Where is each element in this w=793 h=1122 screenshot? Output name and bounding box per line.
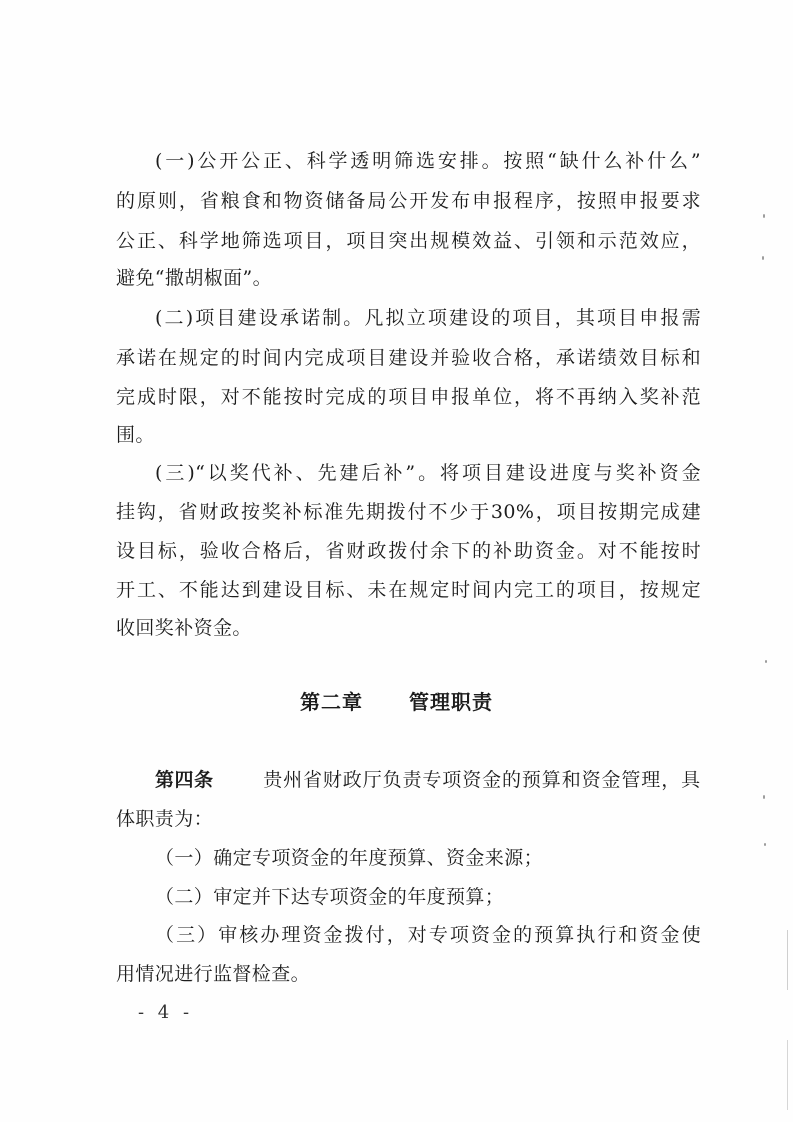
paragraph-3-line-3: 设目标，验收合格后，省财政拨付余下的补助资金。对不能按时	[116, 540, 701, 562]
article-4-text-1: 贵州省财政厅负责专项资金的预算和资金管理，具	[263, 769, 701, 791]
paragraph-3-line-4: 开工、不能达到建设目标、未在规定时间内完工的项目，按规定	[116, 579, 701, 601]
paragraph-1-line-4: 避免“撒胡椒面”。	[116, 267, 273, 289]
article-4-item-3-continued: 用情况进行监督检查。	[116, 963, 311, 985]
paragraph-1-line-3: 公正、科学地筛选项目，项目突出规模效益、引领和示范效应，	[116, 230, 701, 252]
paragraph-2-line-4: 围。	[116, 424, 155, 446]
scan-speck	[787, 930, 788, 990]
article-4-label: 第四条	[155, 769, 214, 791]
page-number: - 4 -	[138, 1002, 194, 1023]
scan-speck	[763, 795, 765, 799]
paragraph-3-line-1: (三)“以奖代补、先建后补”。将项目建设进度与奖补资金	[155, 462, 701, 484]
paragraph-3-line-2: 挂钩，省财政按奖补标准先期拨付不少于30%，项目按期完成建	[116, 501, 701, 523]
paragraph-1-line-1: (一)公开公正、科学透明筛选安排。按照“缺什么补什么”	[155, 150, 701, 172]
article-4-item-3: （三）审核办理资金拨付，对专项资金的预算执行和资金使	[155, 924, 701, 946]
article-4-line-2: 体职责为：	[116, 808, 214, 830]
scan-speck	[765, 660, 767, 663]
paragraph-2-line-2: 承诺在规定的时间内完成项目建设并验收合格，承诺绩效目标和	[116, 347, 701, 369]
chapter-number: 第二章	[300, 690, 363, 714]
article-4-item-2: （二）审定并下达专项资金的年度预算；	[155, 886, 505, 908]
paragraph-2-line-1: (二)项目建设承诺制。凡拟立项建设的项目，其项目申报需	[155, 307, 701, 329]
paragraph-2-line-3: 完成时限，对不能按时完成的项目申报单位，将不再纳入奖补范	[116, 386, 701, 408]
chapter-title: 管理职责	[409, 690, 493, 714]
scan-speck	[762, 256, 764, 260]
article-4-item-1: （一）确定专项资金的年度预算、资金来源；	[155, 847, 544, 869]
chapter-heading	[0, 688, 793, 716]
scan-speck	[763, 214, 765, 218]
article-4-line-1	[155, 767, 701, 794]
paragraph-3-line-5: 收回奖补资金。	[116, 617, 252, 639]
scan-speck	[787, 1040, 788, 1110]
paragraph-1-line-2: 的原则，省粮食和物资储备局公开发布申报程序，按照申报要求	[116, 190, 701, 212]
scan-speck	[764, 843, 766, 846]
